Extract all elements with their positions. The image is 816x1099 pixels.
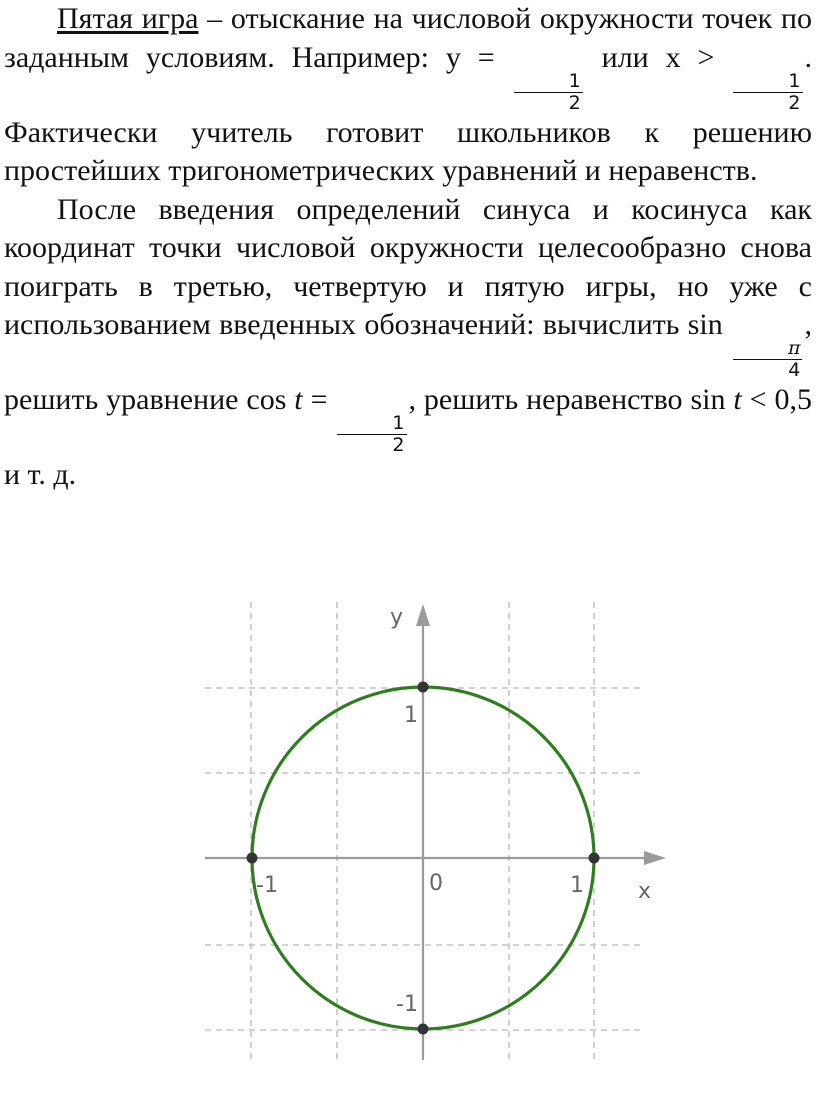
game-title: Пятая игра	[57, 2, 199, 35]
point-top	[418, 682, 429, 693]
text-block	[4, 0, 812, 495]
tick-y-pos-label: 1	[404, 703, 418, 728]
para2-text-5: < 0,5 и т. д.	[4, 383, 812, 491]
unit-circle-figure	[0, 590, 816, 1080]
point-left	[247, 853, 258, 864]
variable-t: t	[294, 383, 303, 416]
fraction-one-half-2: $\frac{1}{2}$	[733, 71, 802, 114]
x-axis-arrow	[644, 851, 666, 865]
point-bottom	[418, 1024, 429, 1035]
para2-text-2: , решить уравнение cos	[4, 308, 812, 416]
unit-circle-svg	[0, 590, 816, 1080]
para1-text-1: – отыскание на числовой окружности точек по заданным условиям. Например: у =	[4, 2, 812, 74]
para2-text-4: , решить неравенство sin	[408, 383, 734, 416]
para1-text-3: . Фактически учитель готовит школьников к решению простейших тригонометрических уравнений и неравенств.	[4, 40, 812, 187]
point-right	[589, 853, 600, 864]
fraction-one-half: $\frac{1}{2}$	[514, 71, 583, 114]
para2-text-1: После введения определений синуса и косинуса как координат точки числовой окружности целесообразно снова поиграть в третью, четвертую и пятую игры, но уже с использованием введенных обозначений: вычислить sin	[4, 192, 812, 341]
axis-y-label: y	[390, 605, 404, 630]
tick-y-neg-label: -1	[396, 992, 418, 1017]
para2-text-3: =	[302, 383, 336, 416]
paragraph-fifth-game	[4, 0, 812, 191]
axis-x-label: x	[638, 879, 652, 904]
tick-x-neg-label: -1	[256, 873, 278, 898]
tick-x-pos-label: 1	[570, 873, 584, 898]
axes	[205, 604, 666, 1060]
origin-label: 0	[429, 871, 443, 896]
labels	[256, 605, 651, 1017]
y-axis-arrow	[416, 604, 430, 626]
paragraph-after-definitions	[4, 191, 812, 495]
grid	[205, 602, 645, 1060]
para1-text-2: или x >	[584, 40, 732, 74]
fraction-one-half-3: $\frac{1}{2}$	[337, 413, 406, 456]
fraction-pi-over-4: $\frac{\pi}{4}$	[733, 338, 803, 381]
variable-t-2: t	[733, 383, 742, 416]
